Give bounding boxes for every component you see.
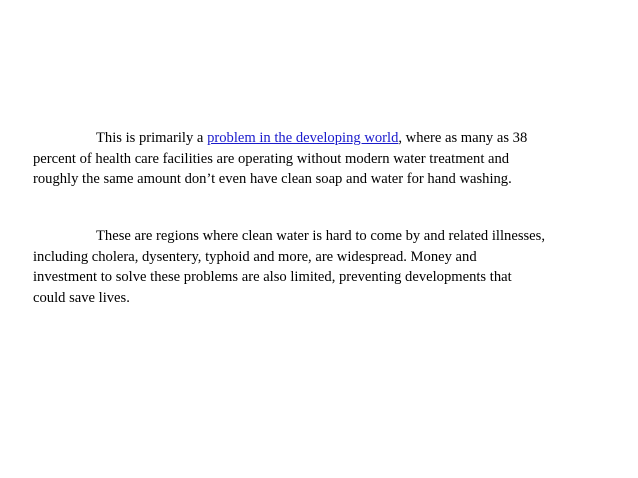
paragraph-1-line-1-after: , where as many as 38 xyxy=(398,130,528,146)
paragraph-1-line-1 xyxy=(33,128,593,149)
paragraph-1-line-1-before: This is primarily a xyxy=(96,130,208,146)
developing-world-link[interactable]: problem in the developing world xyxy=(207,130,399,146)
paragraph-2-line-1: These are regions where clean water is hard to come by and related illnesses, xyxy=(96,228,545,244)
paragraph-1 xyxy=(33,128,593,190)
paragraph-1-line-2: percent of health care facilities are operating without modern water treatment and xyxy=(33,150,510,167)
paragraph-2-line-2: including cholera, dysentery, typhoid and more, are widespread. Money and xyxy=(33,248,477,265)
paragraph-2-line-3: investment to solve these problems are also limited, preventing developments that xyxy=(33,269,512,285)
paragraph-2 xyxy=(33,226,593,308)
paragraph-1-line-3: roughly the same amount don’t even have clean soap and water for hand washing. xyxy=(33,171,512,187)
paragraph-2-line-4: could save lives. xyxy=(33,289,130,306)
